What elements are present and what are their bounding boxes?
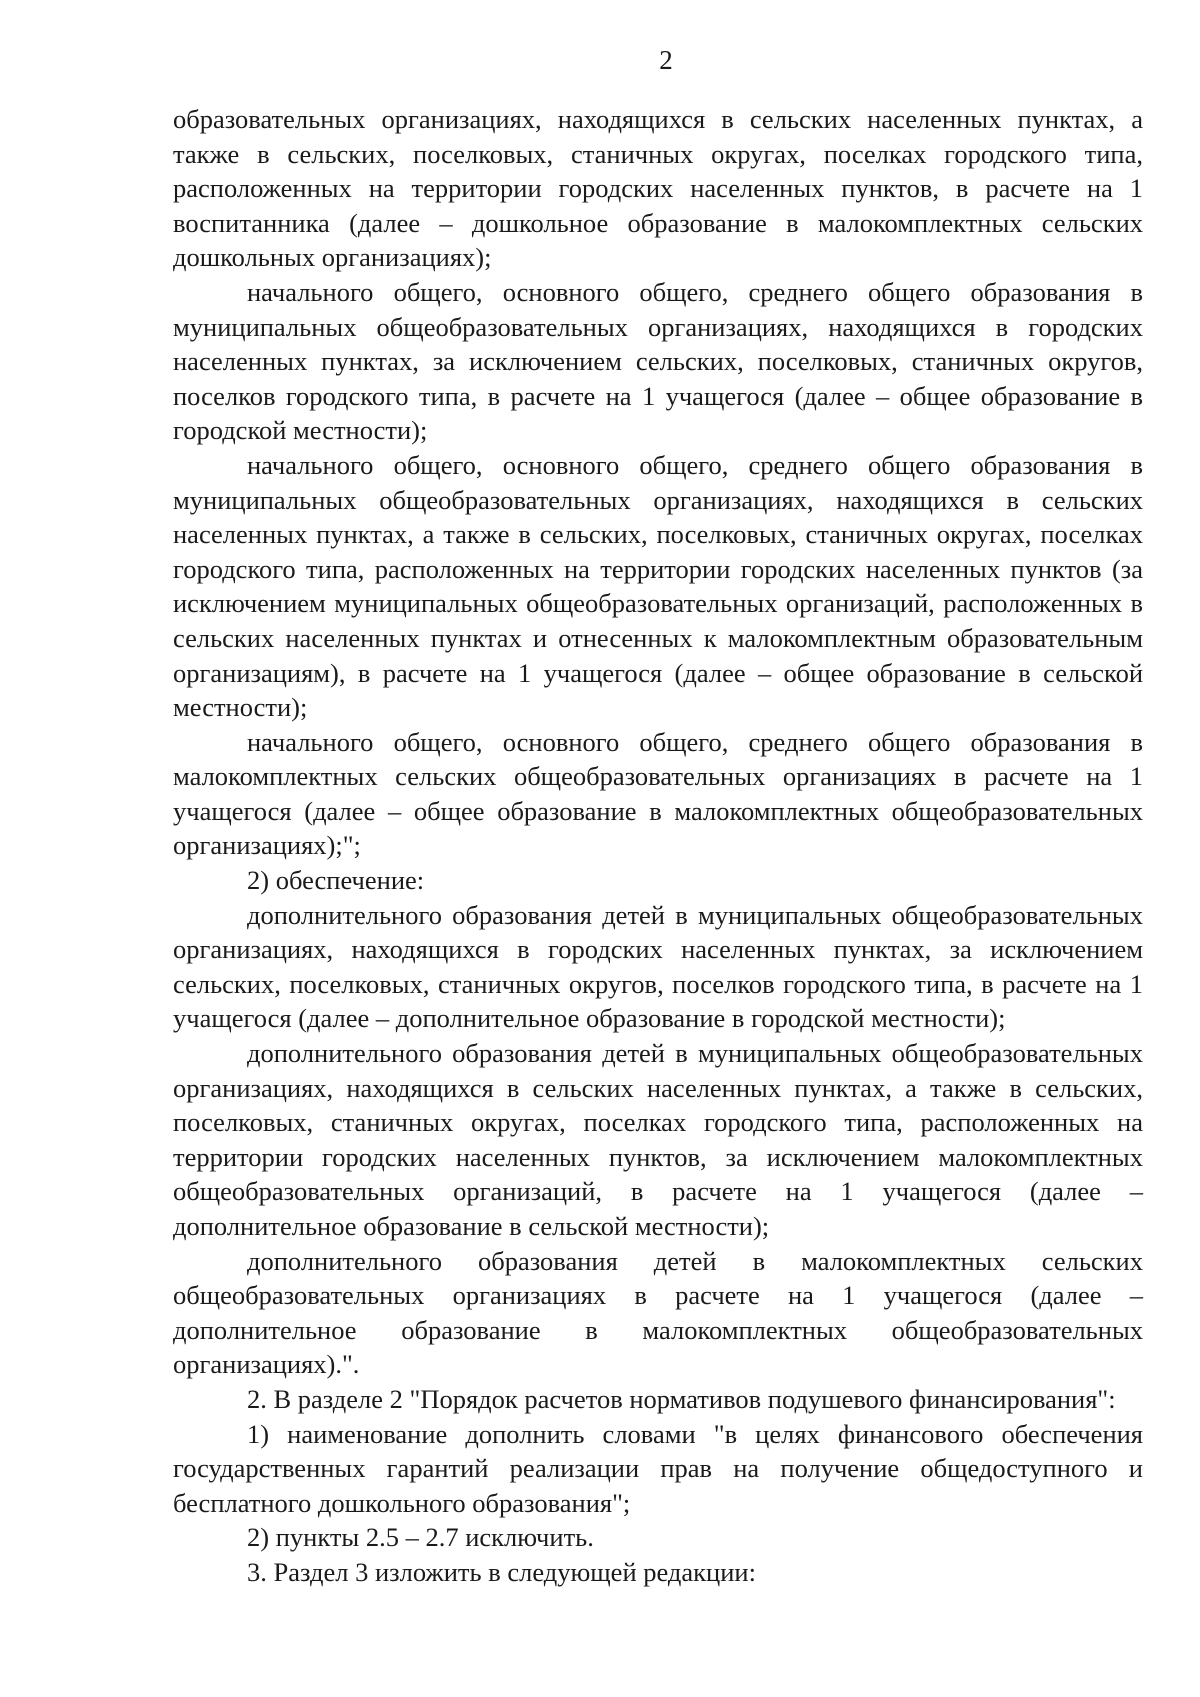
paragraph-general-education-small: начального общего, основного общего, среднего общего образования в малокомплектных сельских общеобразовательных организациях в расчете на 1 учащегося (далее – общее образование в малокомплектных общеобразовательных организациях);"; (173, 726, 1143, 861)
paragraph-additional-education-urban: дополнительного образования детей в муниципальных общеобразовательных организациях, находящихся в городских населенных пунктах, за исключением сельских, поселковых, станичных округов, поселков городского типа, в расчете на 1 учащегося (далее – дополнительное образование в городской местности); (173, 899, 1143, 1034)
paragraph-section-2: 2. В разделе 2 "Порядок расчетов нормативов подушевого финансирования": (247, 1383, 1116, 1414)
document-body (173, 102, 1143, 1590)
page-number: 2 (659, 45, 673, 75)
paragraph-additional-education-small: дополнительного образования детей в малокомплектных сельских общеобразовательных организациях в расчете на 1 учащегося (далее – дополнительное образование в малокомплектных общеобразовательных организациях).". (173, 1245, 1143, 1380)
paragraph-item-1-name: 1) наименование дополнить словами "в целях финансового обеспечения государственных гарантий реализации прав на получение общедоступного и бесплатного дошкольного образования"; (173, 1418, 1143, 1518)
paragraph-general-education-urban: начального общего, основного общего, среднего общего образования в муниципальных общеобразовательных организациях, находящихся в городских населенных пунктах, за исключением сельских, поселковых, станичных округов, поселков городского типа, в расчете на 1 учащегося (далее – общее образование в городской местности); (173, 276, 1143, 446)
paragraph-item-2-exclude: 2) пункты 2.5 – 2.7 исключить. (247, 1522, 594, 1553)
paragraph-section-3: 3. Раздел 3 изложить в следующей редакции: (247, 1556, 756, 1587)
paragraph-general-education-rural: начального общего, основного общего, среднего общего образования в муниципальных общеобразовательных организациях, находящихся в сельских населенных пунктах, а также в сельских, поселковых, станичных округах, поселках городского типа, расположенных на территории городских населенных пунктов (за исключением муниципальных общеобразовательных организаций, расположенных в сельских населенных пунктах и отнесенных к малокомплектным образовательным организациям), в расчете на 1 учащегося (далее – общее образование в сельской местности); (173, 449, 1143, 723)
paragraph-item-2-provision: 2) обеспечение: (247, 865, 425, 896)
paragraph-additional-education-rural: дополнительного образования детей в муниципальных общеобразовательных организациях, находящихся в сельских населенных пунктах, а также в сельских, поселковых, станичных округах, поселках городского типа, расположенных на территории городских населенных пунктов, за исключением малокомплектных общеобразовательных организаций, в расчете на 1 учащегося (далее – дополнительное образование в сельской местности); (173, 1038, 1143, 1241)
paragraph-continuation: образовательных организациях, находящихся в сельских населенных пунктах, а также в сельских, поселковых, станичных округах, поселках городского типа, расположенных на территории городских населенных пунктов, в расчете на 1 воспитанника (далее – дошкольное образование в малокомплектных сельских дошкольных организациях); (173, 104, 1143, 273)
